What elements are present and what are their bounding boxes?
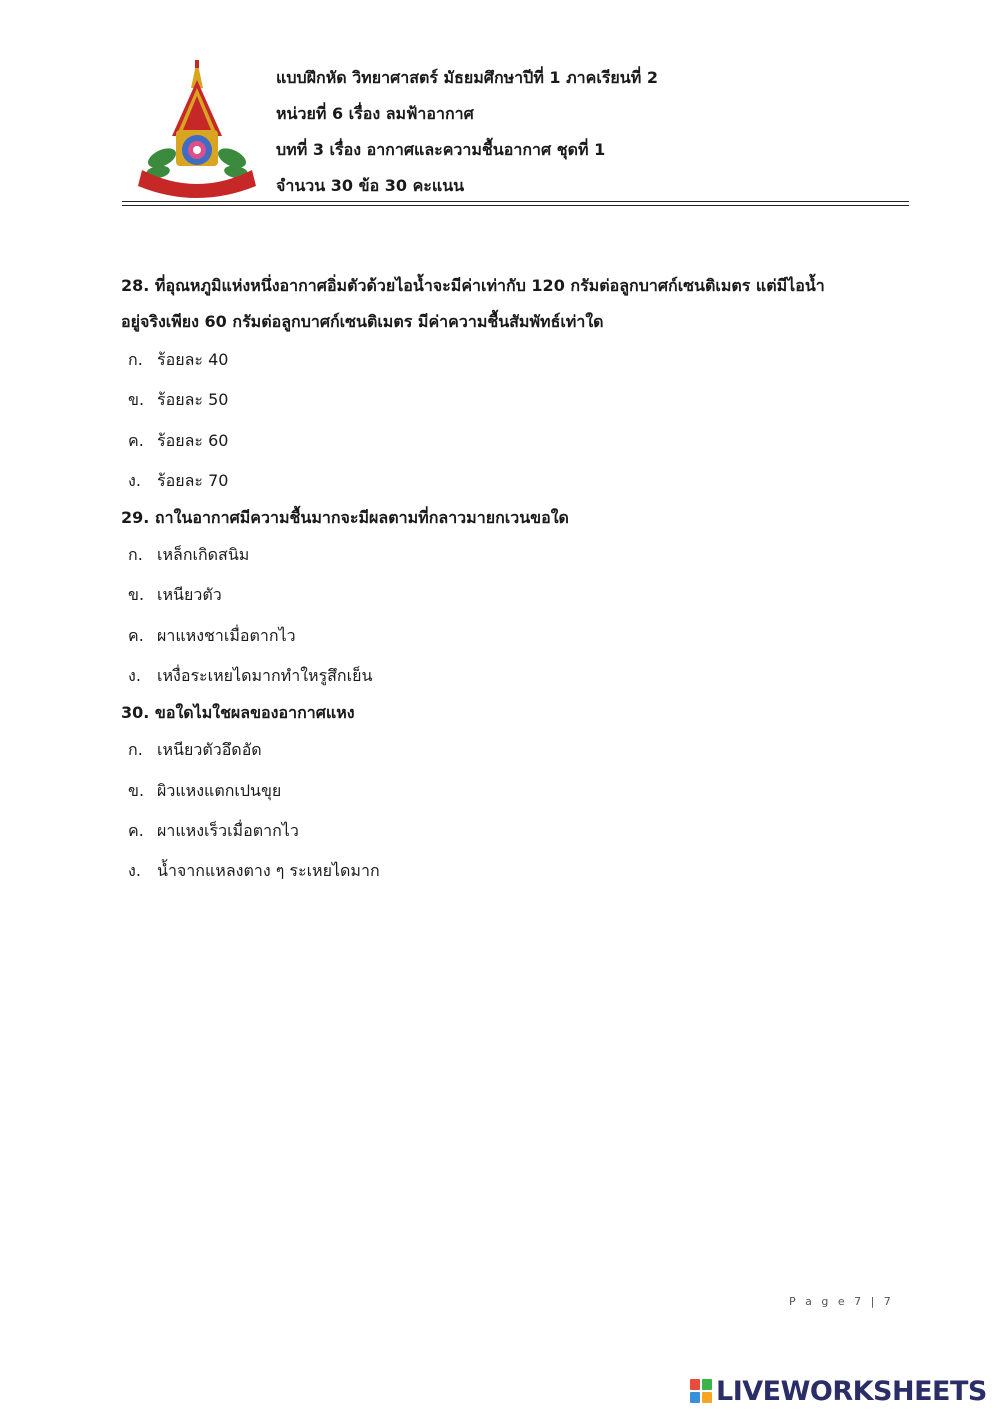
option-letter: ง. [128,861,141,881]
question-text: 30. ขอใดไมใชผลของอากาศแหง [121,703,355,723]
option-letter: ค. [128,820,144,840]
option-text: ผาแหงเร็วเมื่อตากไว [157,820,299,840]
option-c[interactable] [121,811,901,851]
option-letter: ง. [128,666,141,686]
liveworksheets-watermark[interactable] [690,1374,987,1408]
page-number: P a g e 7 | 7 [789,1295,894,1308]
option-d[interactable] [121,851,901,891]
option-b[interactable] [121,380,901,420]
option-d[interactable] [121,461,901,501]
header-line-3: บทที่ 3 เรื่อง อากาศและความชื้นอากาศ ชุดที่ 1 [276,140,606,159]
option-text: น้ำจากแหลงตาง ๆ ระเหยไดมาก [157,861,380,881]
option-letter: ง. [128,470,141,490]
option-text: เหนียวตัว [157,585,222,605]
option-a[interactable] [121,535,901,575]
option-letter: ข. [128,390,145,410]
option-text: ผิวแหงแตกเปนขุย [157,780,282,800]
option-d[interactable] [121,656,901,696]
header-divider [122,201,909,202]
option-text: ร้อยละ 40 [157,350,229,369]
option-c[interactable] [121,616,901,656]
option-letter: ค. [128,430,144,450]
question-29 [121,501,901,696]
question-28 [121,268,901,501]
option-text: เหนียวตัวอึดอัด [157,740,262,760]
question-text [121,268,901,340]
option-text: ผาแหงชาเมื่อตากไว [157,625,296,645]
option-a[interactable] [121,340,901,380]
option-letter: ก. [128,740,143,760]
school-seal-icon [136,58,258,198]
option-letter: ค. [128,625,144,645]
header-line-1: แบบฝึกหัด วิทยาศาสตร์ มัธยมศึกษาปีที่ 1 ภาคเรียนที่ 2 [276,68,658,87]
question-30 [121,696,901,891]
option-b[interactable] [121,771,901,811]
header-line-4: จำนวน 30 ข้อ 30 คะแนน [276,176,465,195]
header-divider-thin [122,205,909,206]
option-text: เหงื่อระเหยไดมากทำใหรูสึกเย็น [157,666,373,686]
option-letter: ข. [128,780,145,800]
watermark-text: LIVEWORKSHEETS [716,1375,987,1407]
option-b[interactable] [121,575,901,615]
header-line-2: หน่วยที่ 6 เรื่อง ลมฟ้าอากาศ [276,104,474,123]
option-text: ร้อยละ 50 [157,390,229,410]
question-list [121,268,901,892]
option-a[interactable] [121,730,901,770]
question-text-line-2: อยู่จริงเพียง 60 กรัมต่อลูกบาศก์เซนติเมตร มีค่าความชื้นสัมพัทธ์เท่าใด [121,312,604,331]
option-c[interactable] [121,421,901,461]
option-text: เหล็กเกิดสนิม [157,545,250,565]
option-letter: ก. [128,545,143,565]
liveworksheets-logo-icon [690,1379,712,1403]
question-text: 29. ถาในอากาศมีความชื้นมากจะมีผลตามที่กลาวมายกเวนขอใด [121,508,569,528]
question-text-line-1: 28. ที่อุณหภูมิแห่งหนึ่งอากาศอิ่มตัวด้วยไอน้ำจะมีค่าเท่ากับ 120 กรัมต่อลูกบาศก์เซนติเมตร แต่มีไอน้ำ [121,276,825,295]
worksheet-header [276,60,658,204]
school-logo [136,58,258,198]
option-letter: ข. [128,585,145,605]
option-text: ร้อยละ 60 [157,430,229,450]
option-letter: ก. [128,350,143,369]
option-text: ร้อยละ 70 [157,470,229,490]
